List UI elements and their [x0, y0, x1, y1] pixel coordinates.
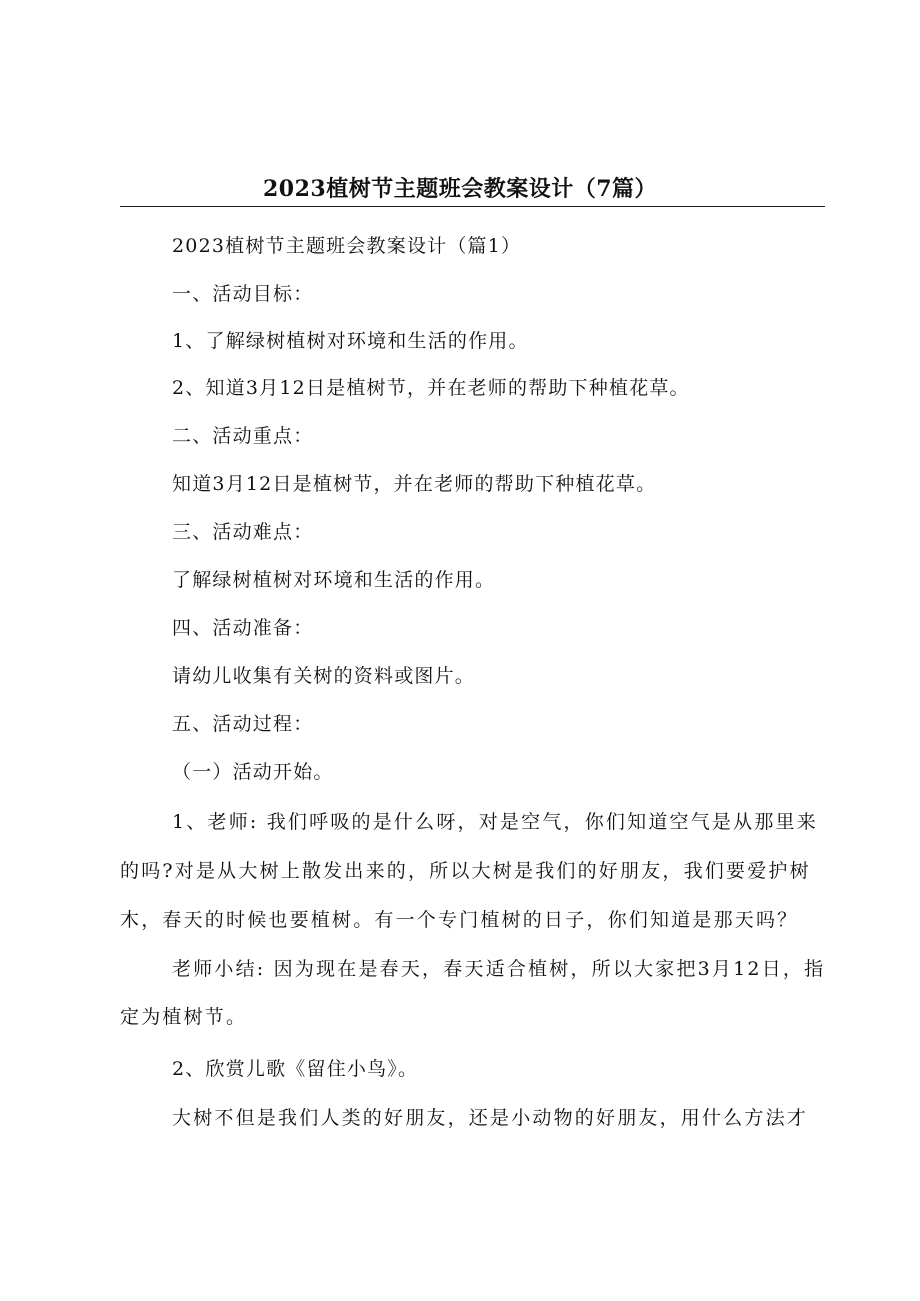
- section-heading: 2023植树节主题班会教案设计（篇1）: [172, 235, 522, 257]
- heading-key-points: 二、活动重点：: [172, 425, 314, 447]
- paragraph-line: 2、欣赏儿歌《留住小鸟》。: [172, 1058, 419, 1080]
- heading-difficulties: 三、活动难点：: [172, 521, 314, 543]
- paragraph-line: 木，春天的时候也要植树。有一个专门植树的日子，你们知道是那天吗？: [120, 909, 799, 931]
- heading-preparation: 四、活动准备：: [172, 617, 314, 639]
- paragraph-line: 老师小结: 因为现在是春天，春天适合植树，所以大家把3月12日，指: [172, 958, 826, 980]
- subheading-start: （一）活动开始。: [172, 761, 334, 783]
- paragraph-line: 了解绿树植树对环境和生活的作用。: [172, 569, 496, 591]
- heading-goals: 一、活动目标：: [172, 283, 314, 305]
- paragraph-line: 定为植树节。: [120, 1006, 248, 1028]
- title-underline: [120, 206, 825, 207]
- paragraph-line: 请幼儿收集有关树的资料或图片。: [172, 665, 476, 687]
- document-title: 2023植树节主题班会教案设计（7篇）: [262, 176, 658, 202]
- paragraph-line: 1、老师: 我们呼吸的是什么呀，对是空气，你们知道空气是从那里来: [172, 811, 818, 833]
- paragraph-line: 1、了解绿树植树对环境和生活的作用。: [172, 330, 529, 352]
- paragraph-line: 2、知道3月12日是植树节，并在老师的帮助下种植花草。: [172, 377, 690, 399]
- paragraph-line: 的吗?对是从大树上散发出来的，所以大树是我们的好朋友，我们要爱护树: [120, 860, 811, 882]
- heading-process: 五、活动过程：: [172, 713, 314, 735]
- paragraph-line: 知道3月12日是植树节，并在老师的帮助下种植花草。: [172, 473, 657, 495]
- paragraph-line: 大树不但是我们人类的好朋友，还是小动物的好朋友，用什么方法才: [172, 1107, 809, 1129]
